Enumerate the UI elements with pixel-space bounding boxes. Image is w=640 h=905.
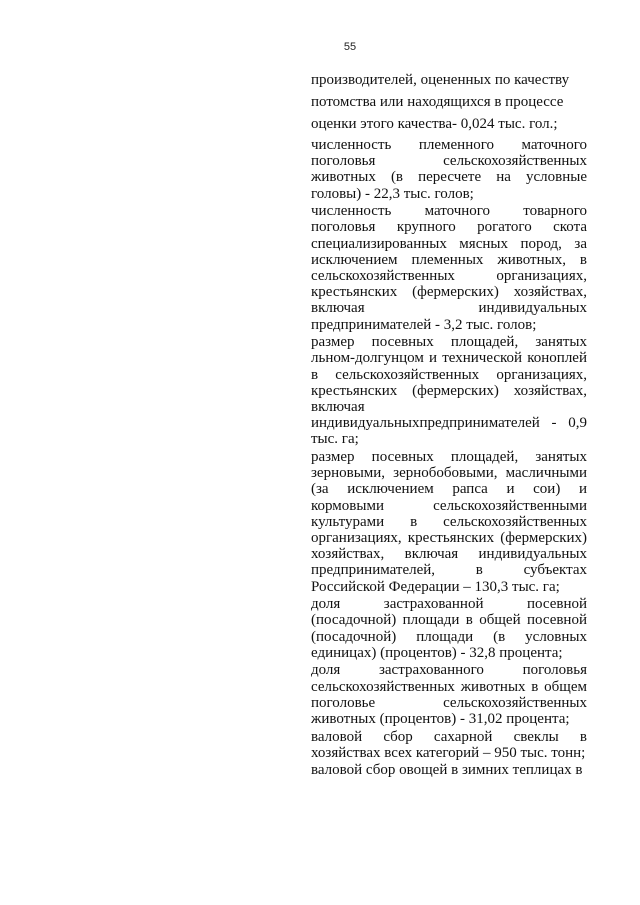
paragraph <box>311 596 587 661</box>
page-number: 55 <box>343 41 357 53</box>
text-line: хозяйствах всех категорий – 950 тыс. тонн; <box>311 744 586 761</box>
text-line: единицах) (процентов) - 32,8 процента; <box>311 644 563 661</box>
text-line: включая индивидуальных <box>311 300 587 317</box>
paragraph <box>311 203 587 333</box>
text-line: доля застрахованной посевной <box>311 596 587 613</box>
text-line: поголовье сельскохозяйственных <box>311 694 587 711</box>
paragraph <box>311 449 587 595</box>
intro-line: оценки этого качества- 0,024 тыс. гол.; <box>311 116 558 132</box>
text-line: размер посевных площадей, занятых <box>311 334 587 351</box>
text-line: включая <box>311 399 365 416</box>
intro-line: потомства или находящихся в процессе <box>311 94 564 110</box>
text-line: (посадочной) площади в общей посевной <box>311 612 587 629</box>
text-line: валовой сбор овощей в зимних теплицах в <box>311 762 583 779</box>
text-line: исключением племенных животных, в <box>311 251 587 268</box>
text-line: хозяйствах, включая индивидуальных <box>311 546 587 563</box>
text-line: зерновыми, зернобобовыми, масличными <box>311 465 587 482</box>
text-line: культурами в сельскохозяйственных <box>311 513 587 530</box>
text-line: головы) - 22,3 тыс. голов; <box>311 185 474 202</box>
text-line: индивидуальныхпредпринимателей - 0,9 <box>311 415 587 432</box>
paragraph <box>311 334 587 447</box>
paragraph <box>311 662 587 727</box>
text-line: кормовыми сельскохозяйственными <box>311 497 587 514</box>
text-line: крестьянских (фермерских) хозяйствах, <box>311 284 587 301</box>
intro-line: производителей, оцененных по качеству <box>311 72 570 88</box>
text-line: (посадочной) площади (в условных <box>311 628 587 645</box>
text-line: животных (в пересчете на условные <box>311 169 587 186</box>
text-line: поголовья сельскохозяйственных <box>311 153 587 170</box>
text-line: Российской Федерации – 130,3 тыс. га; <box>311 578 560 595</box>
text-line: сельскохозяйственных организациях, <box>311 268 587 285</box>
text-line: валовой сбор сахарной свеклы в <box>311 728 587 745</box>
text-line: размер посевных площадей, занятых <box>311 449 587 466</box>
text-line: в сельскохозяйственных организациях, <box>311 366 587 383</box>
text-line: предпринимателей - 3,2 тыс. голов; <box>311 316 537 333</box>
text-line: организациях, крестьянских (фермерских) <box>311 530 587 547</box>
text-line: предпринимателей, в субъектах <box>311 562 587 579</box>
paragraph <box>311 762 587 778</box>
text-line: животных (процентов) - 31,02 процента; <box>311 711 570 728</box>
intro-text <box>311 69 593 135</box>
text-line: поголовья крупного рогатого скота <box>311 219 587 236</box>
text-line: доля застрахованного поголовья <box>311 662 587 679</box>
text-line: специализированных мясных пород, за <box>311 235 587 252</box>
text-line: тыс. га; <box>311 431 359 448</box>
paragraph <box>311 137 587 202</box>
paragraph <box>311 729 587 761</box>
text-line: льном-долгунцом и технической коноплей <box>311 350 587 367</box>
text-line: сельскохозяйственных животных в общем <box>311 678 587 695</box>
text-line: численность племенного маточного <box>311 137 587 153</box>
text-line: численность маточного товарного <box>311 203 587 220</box>
document-body <box>311 137 587 780</box>
text-line: крестьянских (фермерских) хозяйствах, <box>311 382 587 399</box>
text-line: (за исключением рапса и сои) и <box>311 481 587 498</box>
